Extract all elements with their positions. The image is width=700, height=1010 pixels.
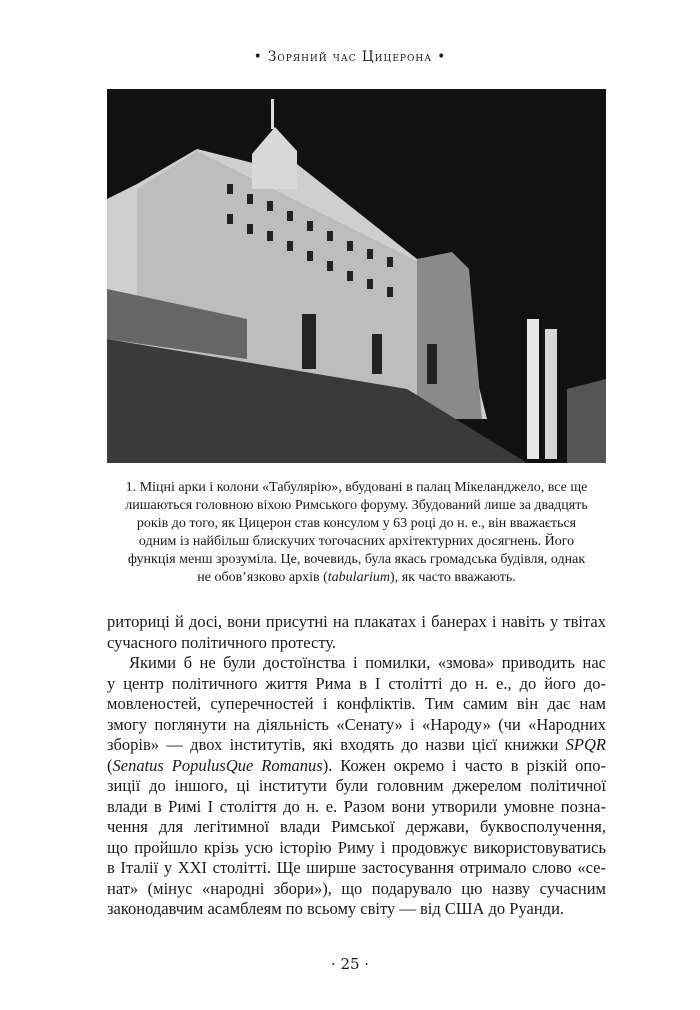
body-italic: SPQR <box>565 735 606 754</box>
body-text: нат» (мінус «народні збори»), що подарувало цю назву сучасним <box>107 878 606 898</box>
caption-text: ), як часто вважають. <box>390 570 516 585</box>
body-text: законодавчим асамблеям по всьому світу — від США до Руанди. <box>107 899 565 918</box>
body-line <box>107 899 606 920</box>
body-line <box>107 612 606 633</box>
body-text: ( <box>107 755 113 775</box>
page-number: · 25 · <box>330 955 370 973</box>
body-line <box>107 633 606 654</box>
caption-line <box>107 515 606 533</box>
body-line <box>107 756 606 777</box>
body-text: що пройшло крізь усю історію Риму і продовжує використовуватись <box>107 837 606 857</box>
caption-line <box>107 551 606 569</box>
caption-line <box>107 569 606 587</box>
body-line <box>107 694 606 715</box>
body-line <box>107 653 606 674</box>
body-line <box>107 817 606 838</box>
caption-text: 1. Міцні арки і колони «Табулярію», вбудовані в палац Мікеланджело, все ще <box>125 480 588 495</box>
body-line <box>107 838 606 859</box>
caption-line <box>107 479 606 497</box>
caption-text: років до того, як Цицерон став консулом у 63 році до н. е., він вважається <box>136 516 577 531</box>
caption-italic: tabularium <box>327 570 391 585</box>
body-text: у центр політичного життя Рима в І столітті до н. е., до його до- <box>107 673 606 693</box>
body-text: влади в Римі І століття до н. е. Разом вони утворили умовне позна- <box>107 796 606 816</box>
caption-text: не обов’язково архів ( <box>197 570 328 585</box>
running-header: • Зоряний час Цицерона • <box>253 49 447 65</box>
body-text: в Італії у XXI столітті. Ще ширше застосування отримало слово «се- <box>107 858 606 877</box>
caption-text: лишаються головною віхою Римського форуму. Збудований лише за двадцять <box>125 498 588 513</box>
body-text: зборів» — двох інститутів, які входять до назви цієї книжки <box>107 735 566 754</box>
body-line <box>107 674 606 695</box>
caption-text: функція менш зрозуміла. Це, вочевидь, була якась громадська будівля, однак <box>127 552 586 567</box>
body-text: мовленостей, суперечностей і конфліктів. Тим самим він дає нам <box>107 694 606 713</box>
figure-photo <box>107 89 606 463</box>
caption-line <box>107 533 606 551</box>
body-line <box>107 879 606 900</box>
figure-caption <box>107 479 606 587</box>
body-text: ). Кожен окремо і часто в різкій опо- <box>322 755 606 775</box>
caption-line <box>107 497 606 515</box>
body-text: Якими б не були достоїнства і помилки, «змова» приводить нас <box>129 653 606 672</box>
body-text: риториці й досі, вони присутні на плакатах і банерах і навіть у твітах <box>107 612 606 631</box>
body-line <box>107 735 606 756</box>
body-line <box>107 858 606 879</box>
caption-text: одним із найбільш блискучих тогочасних архітектурних досягнень. Його <box>138 534 575 549</box>
body-text: чення для легітимної влади Римської держави, буквосполучення, <box>107 817 606 836</box>
body-text: зиції до іншого, ці інститути були головним джерелом політичної <box>107 776 606 795</box>
body-line <box>107 715 606 736</box>
body-text: сучасного політичного протесту. <box>107 632 337 652</box>
body-italic: Senatus PopulusQue Romanus <box>112 755 323 775</box>
body-line <box>107 776 606 797</box>
body-text: змогу поглянути на діяльність «Сенату» і «Народу» (чи «Народних <box>107 714 606 734</box>
body-text <box>107 612 606 920</box>
body-line <box>107 797 606 818</box>
